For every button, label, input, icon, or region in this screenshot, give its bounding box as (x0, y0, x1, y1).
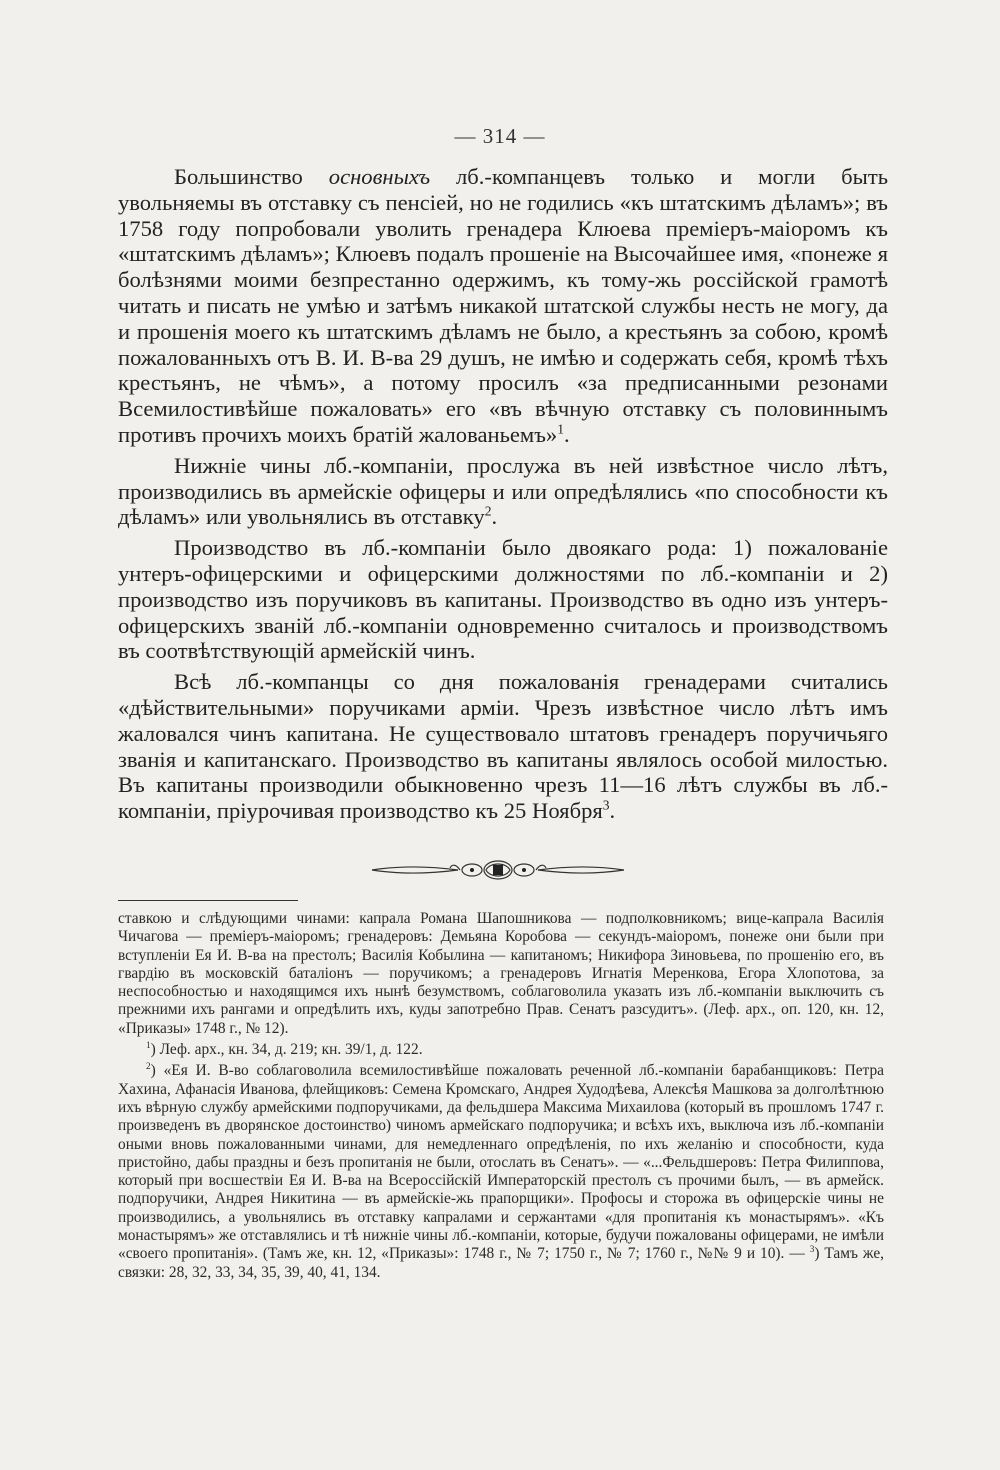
paragraph (118, 535, 888, 664)
paragraph-text: Производство въ лб.-компаніи было двоякаго рода: 1) пожалованіе унтеръ-офицерскими и офицерскими должностями по лб.-компаніи и 2) производство изъ поручиковъ въ капитаны. Производство въ одно изъ унтеръ-офицерскихъ званій лб.-компаніи одновременно считалось и производствомъ въ соотвѣтствующій армейскій чинъ. (118, 535, 888, 664)
paragraph-end: . (491, 504, 498, 530)
footnote-separator (118, 900, 298, 901)
footnote-ref: 2 (484, 503, 492, 519)
emphasis-text: основныхъ (328, 164, 431, 189)
paragraph-text: Нижніе чины лб.-компаніи, прослужа въ ней извѣстное число лѣтъ, производились въ армейскіе офицеры и или опредѣлялись «по способности къ дѣламъ» или увольнялись въ отставку (118, 452, 888, 530)
footnote-ref: 3 (602, 797, 610, 813)
ornament-divider (368, 856, 628, 884)
paragraph-text: лб.-компанцевъ только и могли быть увольняемы въ отставку съ пенсіей, но не годились «къ штатскимъ дѣламъ»; въ 1758 году попробовали уволить гренадера Клюева преміеръ-маіоромъ къ «штатскимъ дѣламъ»; Клюевъ подалъ прошеніе на Высочайшее имя, «понеже я болѣзнями моими безпрестанно одержимъ, къ тому-жь россійской грамотѣ читать и писать не умѣю и затѣмъ никакой штатской службы несть не могу, да и прошенія моего къ штатскимъ дѣламъ не было, а крестьянъ за собою, кромѣ пожалованныхъ отъ В. И. В-ва 29 душъ, не имѣю и содержать себя, кромѣ тѣхъ крестьянъ, не чѣмъ», а потому просилъ «за предписанными резонами Всемилостивѣйше пожаловать» его «въ вѣчную отставку съ половиннымъ противъ прочихъ моихъ братій жалованьемъ» (118, 164, 888, 447)
paragraph-text: Всѣ лб.-компанцы со дня пожалованія гренадерами считались «дѣйствительными» поручиками арміи. Чрезъ извѣстное число лѣтъ имъ жаловался чинъ капитана. Не существовало штатовъ гренадеръ поручичьяго званія и капитанскаго. Производство въ капитаны являлось особой милостью. Въ капитаны производили обыкновенно чрезъ 11—16 лѣтъ службы въ лб.-компаніи, пріурочивая производство къ 25 Ноября (118, 669, 888, 824)
footnote-text: ) Тамъ же, связки: 28, 32, 33, 34, 35, 39, 40, 41, 134. (118, 1245, 884, 1281)
footnote-marker: 1 (146, 1039, 151, 1050)
page-number: — 314 — (454, 124, 546, 148)
main-text (118, 164, 888, 824)
paragraph-end: . (563, 421, 570, 447)
paragraph-text: Большинство (174, 164, 329, 189)
paragraph (118, 164, 888, 448)
paragraph (118, 453, 888, 530)
footnote-marker: 3 (809, 1244, 815, 1255)
footnotes (118, 910, 884, 1282)
paragraph-end: . (609, 798, 616, 824)
paragraph (118, 669, 888, 824)
footnote-ref: 1 (557, 421, 564, 437)
footnote (118, 1062, 884, 1282)
footnote (118, 1041, 884, 1059)
footnote-continuation: ставкою и слѣдующими чинами: капрала Романа Шапошникова — подполковникомъ; вице-капрала Василія Чичагова — преміеръ-маіоромъ; гренадеровъ: Демьяна Коробова — секундъ-маіоромъ, понеже они были при вступленіи Ея И. В-ва на престолъ; Василія Кобылина — капитаномъ; Никифора Зиновьева, по прошенію его, въ гвардію въ московскій баталіонъ — поручикомъ; а гренадеровъ Игнатія Меренкова, Егора Хлопотова, за неспособностью и находящимся ихъ нынѣ безумствомъ, соблаговолила указать изъ лб.-компаніи выключить съ прежними ихъ рангами и опредѣлить ихъ, куды запотребно Прав. Сенатъ разсудитъ». (Леф. арх., оп. 120, кн. 12, «Приказы» 1748 г., № 12). (118, 910, 884, 1037)
footnote-text: ) «Ея И. В-во соблаговолила всемилостивѣйше пожаловать реченной лб.-компаніи барабанщиковъ: Петра Хахина, Афанасія Иванова, флейщиковъ: Семена Кромскаго, Андрея Худодѣева, Алексѣя Машкова за долголѣтнюю ихъ вѣрную службу армейскими подпоручиками, да фельдшера Максима Михаилова (который въ прошломъ 1747 г. произведенъ въ дворянское достоинство) чиномъ армейскаго подпоручика; и всѣхъ ихъ, выключа изъ лб.-компаніи оными вновь пожалованными чинами, для немедленнаго опредѣленія, по ихъ желанію и способности, куда пристойно, дабы праздны и безъ пропитанія не были, отослать въ Сенатъ». — «...Фельдшеровъ: Петра Филиппова, который при восшествіи Ея И. В-ва на Всероссійскій Императорскій престолъ съ прочими былъ, — въ армейск. подпоручики, Андрея Никитина — въ армейскіе-жь прапорщики». Профосы и сторожа въ офицерскіе чины не производились, а увольнялись въ отставку капралами и сержантами «для пропитанія къ монастырямъ». «Къ монастырямъ» же отставлялись и тѣ нижніе чины лб.-компаніи, которые, будучи пожалованы офицерами, не имѣли «своего пропитанія». (Тамъ же, кн. 12, «Приказы»: 1748 г., № 7; 1750 г., № 7; 1760 г., №№ 9 и 10). — (118, 1062, 884, 1263)
footnote-marker: 2 (146, 1061, 151, 1072)
footnote-text: ) Леф. арх., кн. 34, д. 219; кн. 39/1, д. 122. (150, 1041, 423, 1059)
